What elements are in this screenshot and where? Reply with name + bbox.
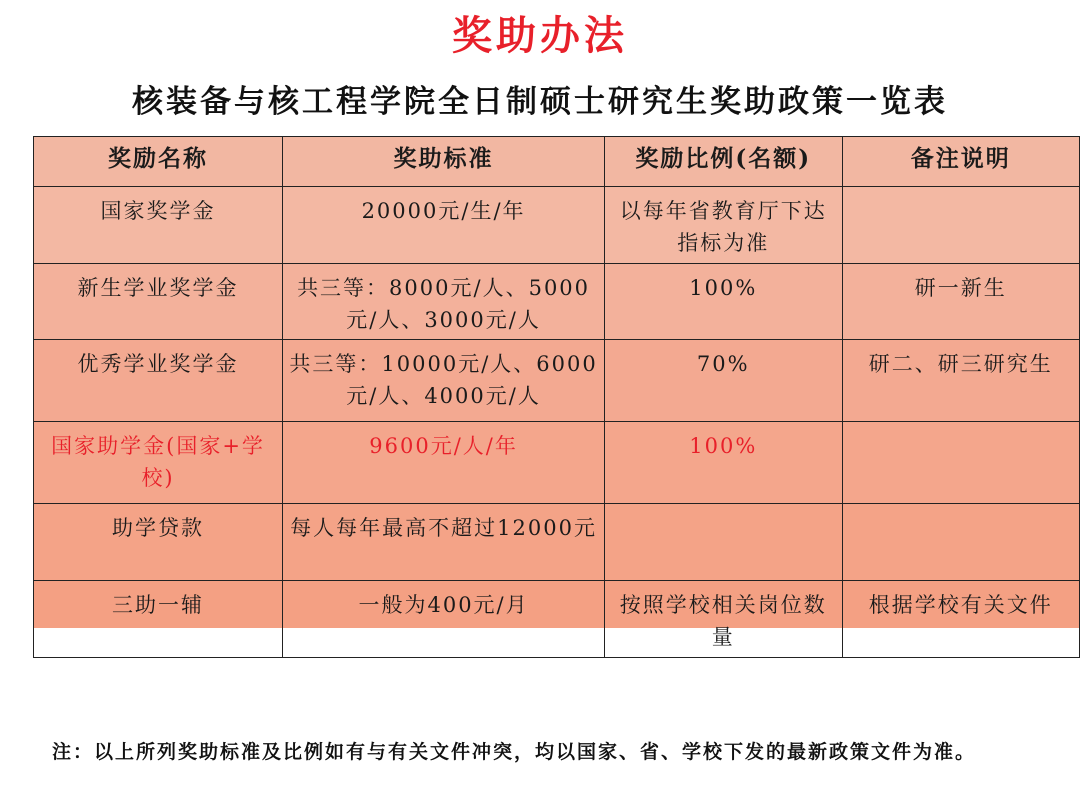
policy-table — [33, 136, 1080, 658]
award-name-cell: 三助一辅 — [34, 581, 283, 658]
table-title: 核装备与核工程学院全日制硕士研究生奖助政策一览表 — [132, 84, 948, 120]
remark-cell: 研二、研三研究生 — [842, 340, 1080, 422]
table-row — [34, 504, 1080, 581]
ratio-cell: 100% — [605, 422, 842, 504]
ratio-cell: 按照学校相关岗位数量 — [605, 581, 842, 658]
ratio-cell: 70% — [605, 340, 842, 422]
table-row — [34, 187, 1080, 264]
ratio-cell — [605, 504, 842, 581]
remark-cell — [842, 187, 1080, 264]
standard-cell: 共三等：10000元/人、6000元/人、4000元/人 — [283, 340, 605, 422]
table-row-highlighted — [34, 422, 1080, 504]
table-row — [34, 264, 1080, 340]
ratio-cell: 以每年省教育厅下达指标为准 — [605, 187, 842, 264]
remark-cell — [842, 422, 1080, 504]
standard-cell: 一般为400元/月 — [283, 581, 605, 658]
table-row — [34, 340, 1080, 422]
remark-cell: 根据学校有关文件 — [842, 581, 1080, 658]
footnote: 注：以上所列奖助标准及比例如有与有关文件冲突，均以国家、省、学校下发的最新政策文件为准。 — [52, 741, 977, 763]
standard-cell: 9600元/人/年 — [283, 422, 605, 504]
remark-cell — [842, 504, 1080, 581]
standard-cell: 20000元/生/年 — [283, 187, 605, 264]
award-name-cell: 优秀学业奖学金 — [34, 340, 283, 422]
award-name-cell: 国家助学金(国家+学校) — [34, 422, 283, 504]
standard-cell: 共三等：8000元/人、5000元/人、3000元/人 — [283, 264, 605, 340]
ratio-cell: 100% — [605, 264, 842, 340]
table-header-row — [34, 137, 1080, 187]
standard-cell: 每人每年最高不超过12000元 — [283, 504, 605, 581]
remark-cell: 研一新生 — [842, 264, 1080, 340]
header-award-name: 奖励名称 — [34, 137, 283, 187]
header-remark: 备注说明 — [842, 137, 1080, 187]
award-name-cell: 助学贷款 — [34, 504, 283, 581]
header-ratio: 奖励比例(名额) — [605, 137, 842, 187]
header-standard: 奖助标准 — [283, 137, 605, 187]
award-name-cell: 国家奖学金 — [34, 187, 283, 264]
table-row — [34, 581, 1080, 658]
page-title: 奖助办法 — [452, 12, 628, 59]
award-name-cell: 新生学业奖学金 — [34, 264, 283, 340]
